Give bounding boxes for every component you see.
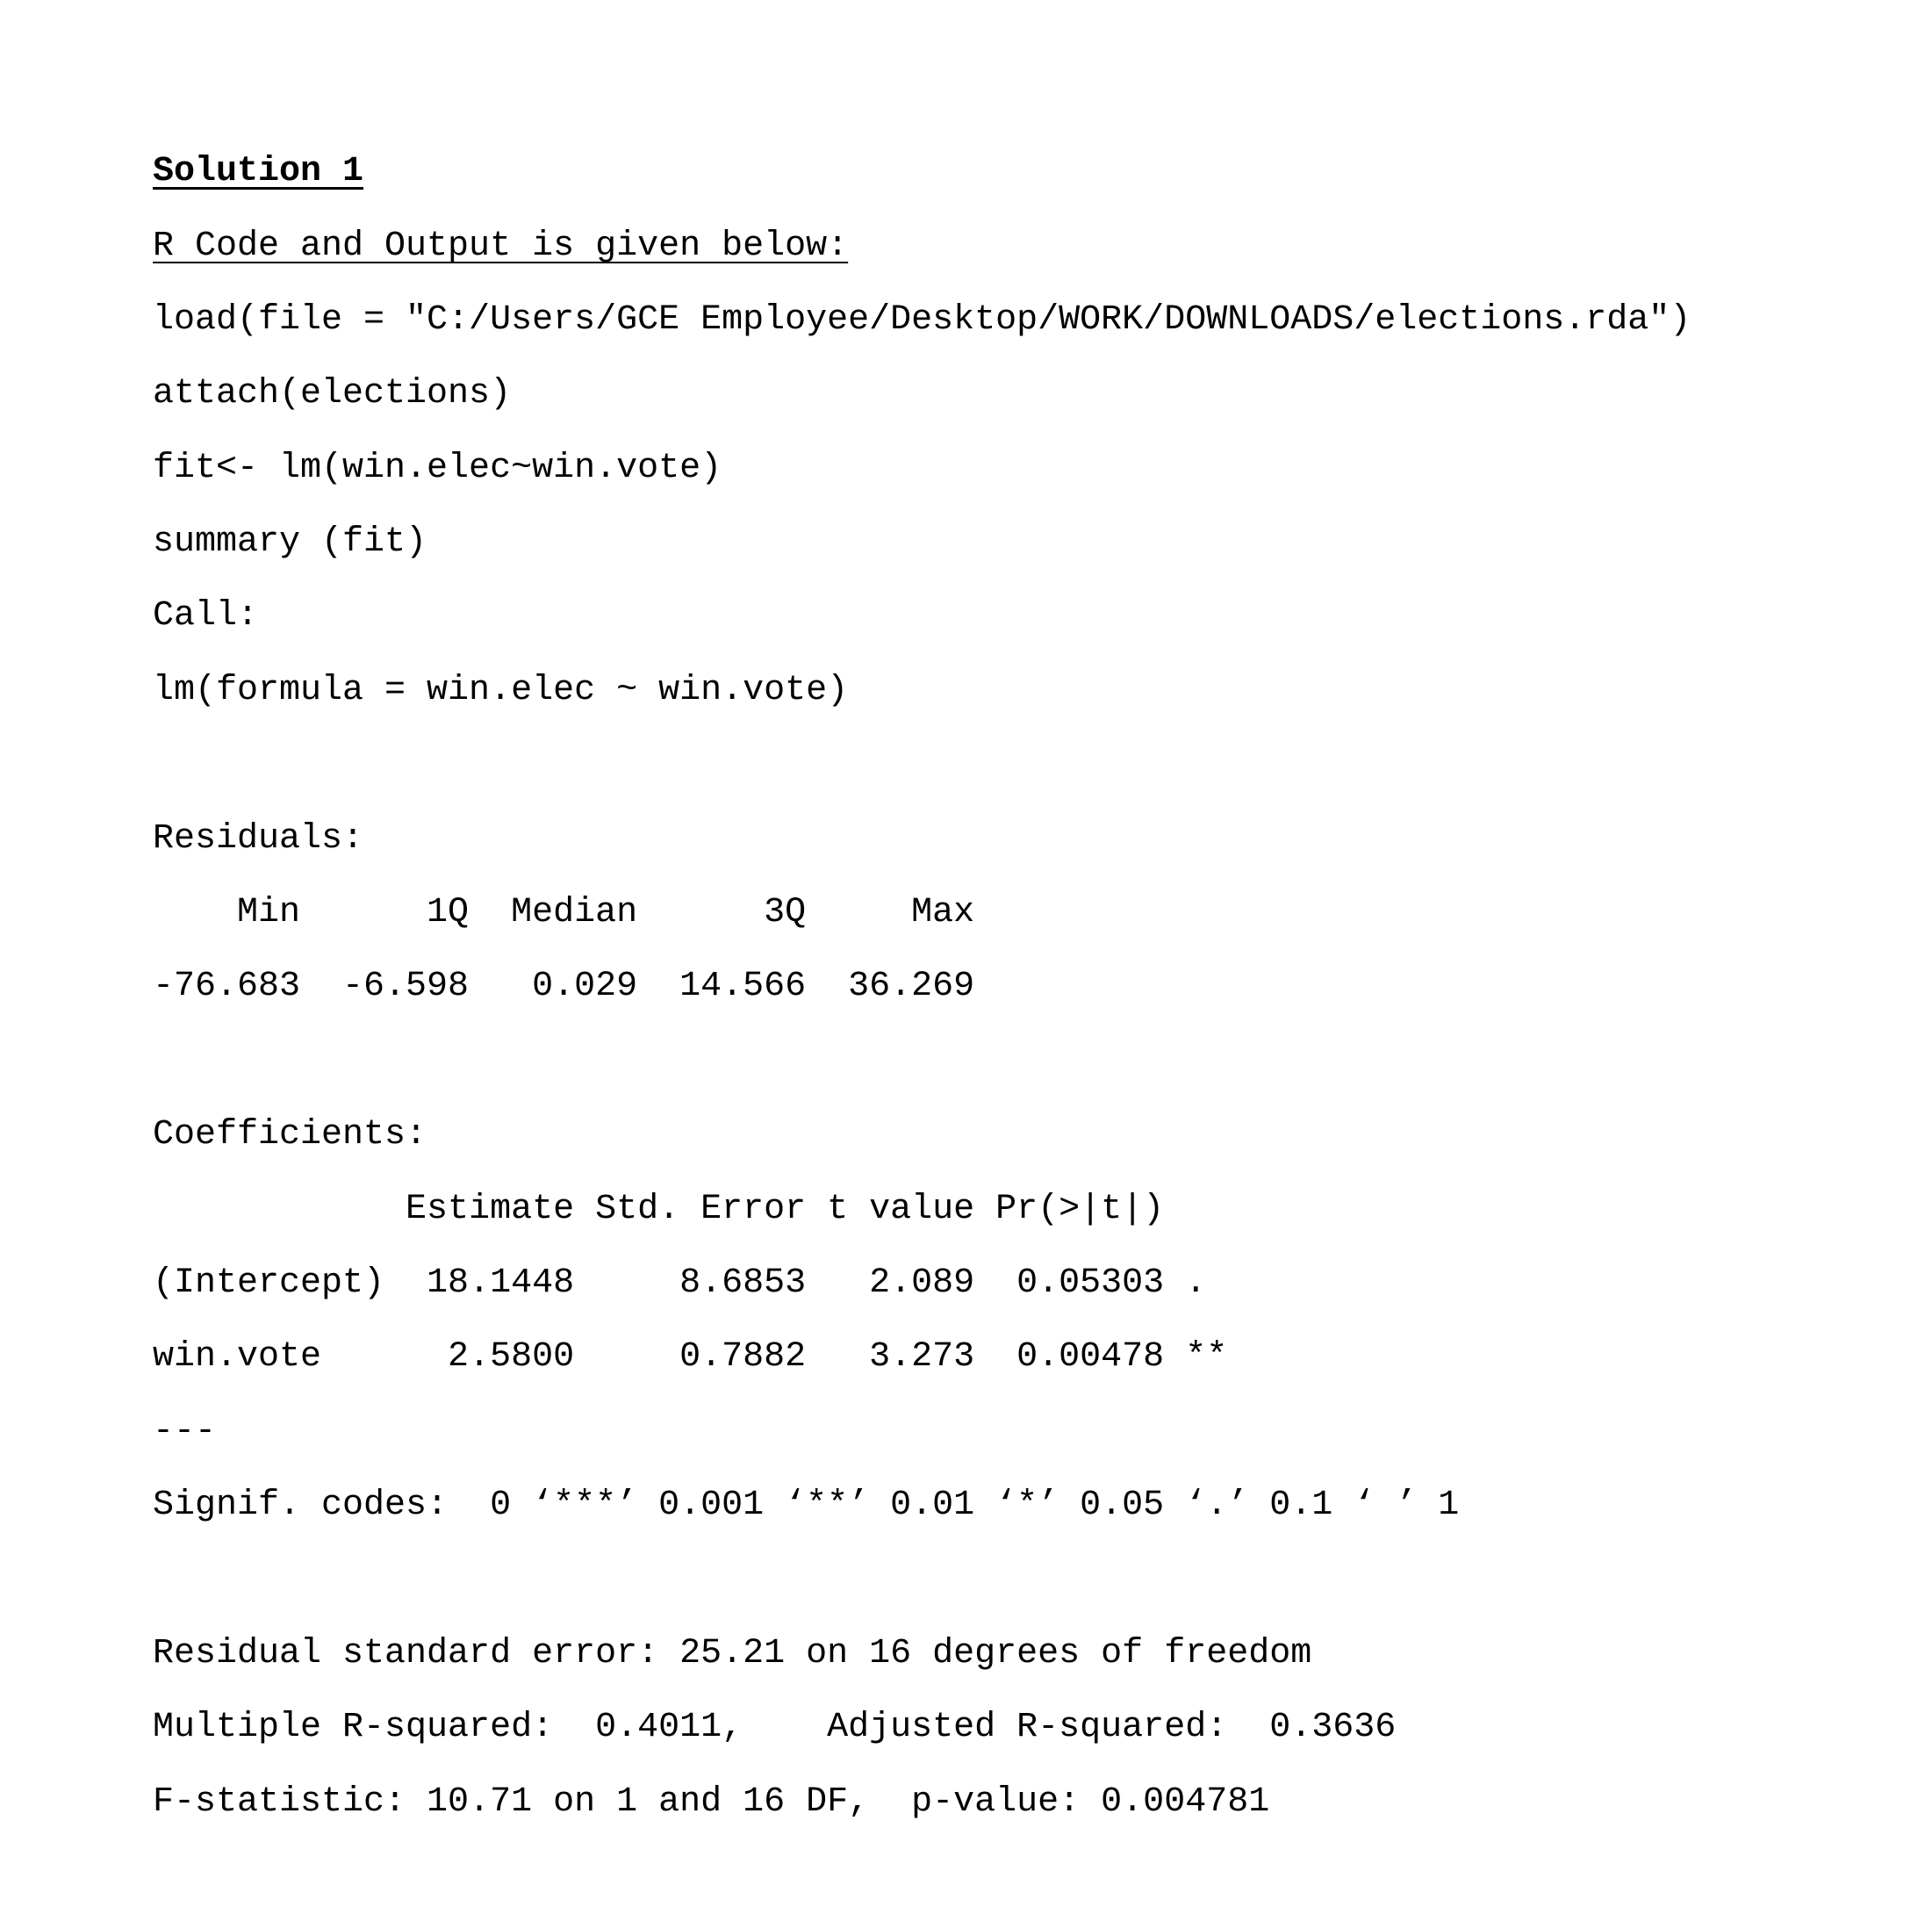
- coefficients-row-intercept: (Intercept) 18.1448 8.6853 2.089 0.05303 .: [153, 1263, 1207, 1303]
- code-line-load: load(file = "C:/Users/GCE Employee/Desktop/WORK/DOWNLOADS/elections.rda"): [153, 300, 1691, 340]
- code-line-attach: attach(elections): [153, 374, 512, 414]
- coefficients-row-win-vote: win.vote 2.5800 0.7882 3.273 0.00478 **: [153, 1337, 1228, 1377]
- code-line-summary: summary (fit): [153, 522, 427, 562]
- f-statistic: F-statistic: 10.71 on 1 and 16 DF, p-value: 0.004781: [153, 1782, 1270, 1822]
- residuals-header: Min 1Q Median 3Q Max: [153, 893, 975, 932]
- code-output-intro: R Code and Output is given below:: [153, 227, 849, 266]
- solution-heading: Solution 1: [153, 152, 364, 191]
- code-line-fit: fit<- lm(win.elec~win.vote): [153, 449, 722, 488]
- r-squared: Multiple R-squared: 0.4011, Adjusted R-squared: 0.3636: [153, 1708, 1397, 1747]
- call-formula: lm(formula = win.elec ~ win.vote): [153, 671, 849, 710]
- call-label: Call:: [153, 596, 259, 636]
- coefficients-label: Coefficients:: [153, 1115, 427, 1155]
- residuals-label: Residuals:: [153, 819, 364, 859]
- signif-codes: Signif. codes: 0 ‘***’ 0.001 ‘**’ 0.01 ‘*’ 0.05 ‘.’ 0.1 ‘ ’ 1: [153, 1486, 1460, 1525]
- coefficients-separator: ---: [153, 1412, 217, 1451]
- coefficients-header: Estimate Std. Error t value Pr(>|t|): [153, 1190, 1165, 1229]
- residual-standard-error: Residual standard error: 25.21 on 16 degrees of freedom: [153, 1634, 1312, 1673]
- residuals-values: -76.683 -6.598 0.029 14.566 36.269: [153, 967, 975, 1006]
